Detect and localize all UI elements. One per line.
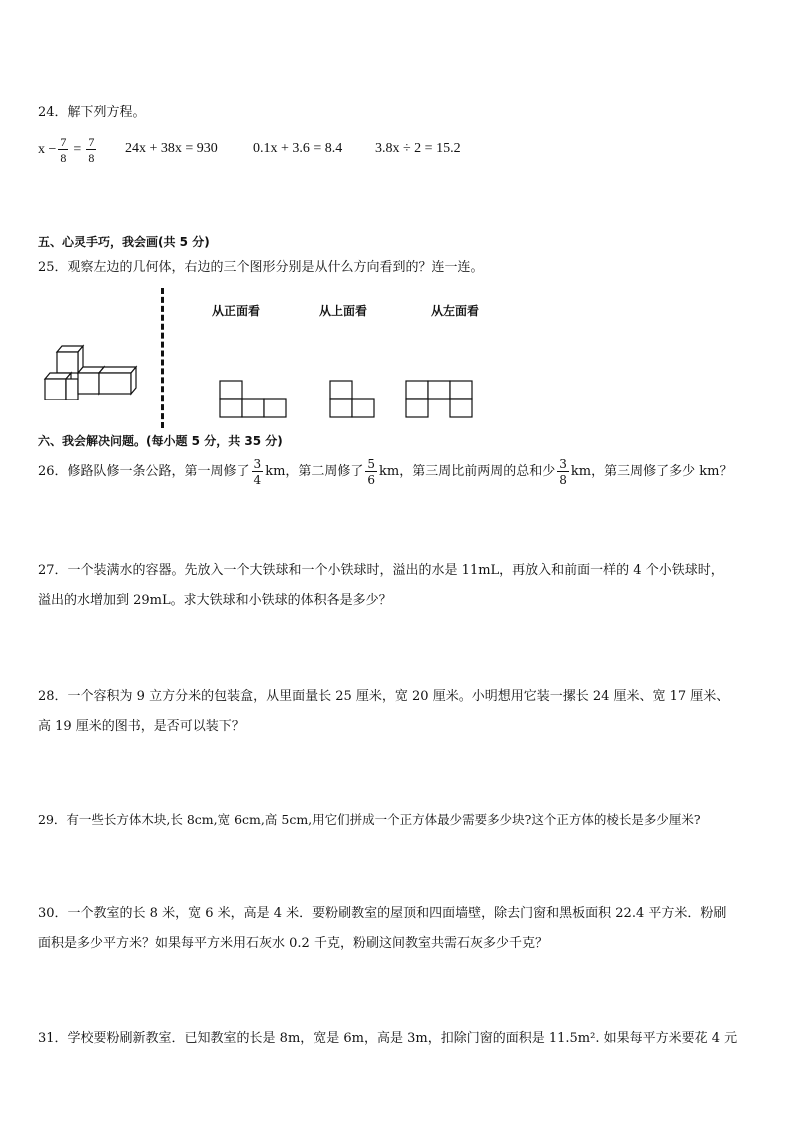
question-28 <box>38 682 768 742</box>
q26-fraction-1 <box>252 458 264 486</box>
equation-1 <box>38 130 98 170</box>
dashed-divider <box>161 288 164 428</box>
q26-part-3: km，第三周比前两周的总和少 <box>379 464 556 479</box>
question-24-title: 24．解下列方程。 <box>38 105 146 120</box>
q28-line-2: 高 19 厘米的图书，是否可以装下？ <box>38 719 245 734</box>
q26-f2-numerator: 5 <box>367 457 376 471</box>
eq1-equals: = <box>73 142 82 157</box>
eq1-left: x − <box>38 142 57 157</box>
label-top-view: 从上面看 <box>319 304 368 318</box>
equation-4: 3.8x ÷ 2 = 15.2 <box>375 141 461 156</box>
q26-part-2: km，第二周修了 <box>265 464 364 479</box>
view-shape-2 <box>329 380 377 420</box>
label-front-view: 从正面看 <box>212 304 261 318</box>
equation-3: 0.1x + 3.6 = 8.4 <box>253 141 343 156</box>
q26-f3-denominator: 8 <box>559 473 567 487</box>
q27-line-1: 27．一个装满水的容器。先放入一个大铁球和一个小铁球时，溢出的水是 11mL，再放入和前面一样的 4 个小铁球时， <box>38 563 724 578</box>
q26-f1-denominator: 4 <box>253 473 262 487</box>
view-shape-1 <box>219 380 289 420</box>
question-29: 29．有一些长方体木块,长 8cm,宽 6cm,高 5cm,用它们拼成一个正方体最少需要多少块?这个正方体的棱长是多少厘米? <box>38 812 701 827</box>
eq1-denominator-right: 8 <box>88 151 95 165</box>
q30-line-2: 面积是多少平方米？如果每平方米用石灰水 0.2 千克，粉刷这间教室共需石灰多少千克？ <box>38 936 548 951</box>
eq1-fraction <box>58 136 68 164</box>
q26-f1-numerator: 3 <box>253 457 262 471</box>
question-31: 31．学校要粉刷新教室．已知教室的长是 8m，宽是 6m，高是 3m，扣除门窗的面积是 11.5m². 如果每平方米要花 4 元 <box>38 1031 738 1046</box>
q26-fraction-2 <box>365 458 377 486</box>
q26-f2-denominator: 6 <box>367 473 376 487</box>
q26-part-4: km，第三周修了多少 km？ <box>570 464 733 479</box>
eq1-numerator-right: 7 <box>88 135 95 149</box>
q30-line-1: 30．一个教室的长 8 米，宽 6 米，高是 4 米．要粉刷教室的屋顶和四面墙壁，除去门窗和黑板面积 22.4 平方米．粉刷 <box>38 906 727 921</box>
q27-line-2: 溢出的水增加到 29mL。求大铁球和小铁球的体积各是多少？ <box>38 593 392 608</box>
section-5-heading: 五、心灵手巧，我会画(共 5 分) <box>38 235 210 249</box>
q28-line-1: 28．一个容积为 9 立方分米的包装盒，从里面量长 25 厘米，宽 20 厘米。小明想用它装一摞长 24 厘米、宽 17 厘米、 <box>38 689 730 704</box>
eq1-fraction-right <box>86 136 96 164</box>
q26-f3-numerator: 3 <box>559 457 567 471</box>
question-26 <box>38 452 732 492</box>
equation-2: 24x + 38x = 930 <box>125 141 218 156</box>
section-6-heading: 六、我会解决问题。(每小题 5 分，共 35 分) <box>38 434 283 448</box>
geometric-solid-figure <box>40 340 145 400</box>
q26-part-1: 26．修路队修一条公路，第一周修了 <box>38 464 250 479</box>
q26-fraction-3 <box>557 458 569 486</box>
question-30 <box>38 899 768 959</box>
eq1-numerator: 7 <box>60 135 67 149</box>
question-25-text: 25．观察左边的几何体，右边的三个图形分别是从什么方向看到的？连一连。 <box>38 260 484 275</box>
view-shape-3 <box>405 380 475 420</box>
question-27 <box>38 556 768 616</box>
label-left-view: 从左面看 <box>431 304 480 318</box>
eq1-denominator: 8 <box>60 151 67 165</box>
